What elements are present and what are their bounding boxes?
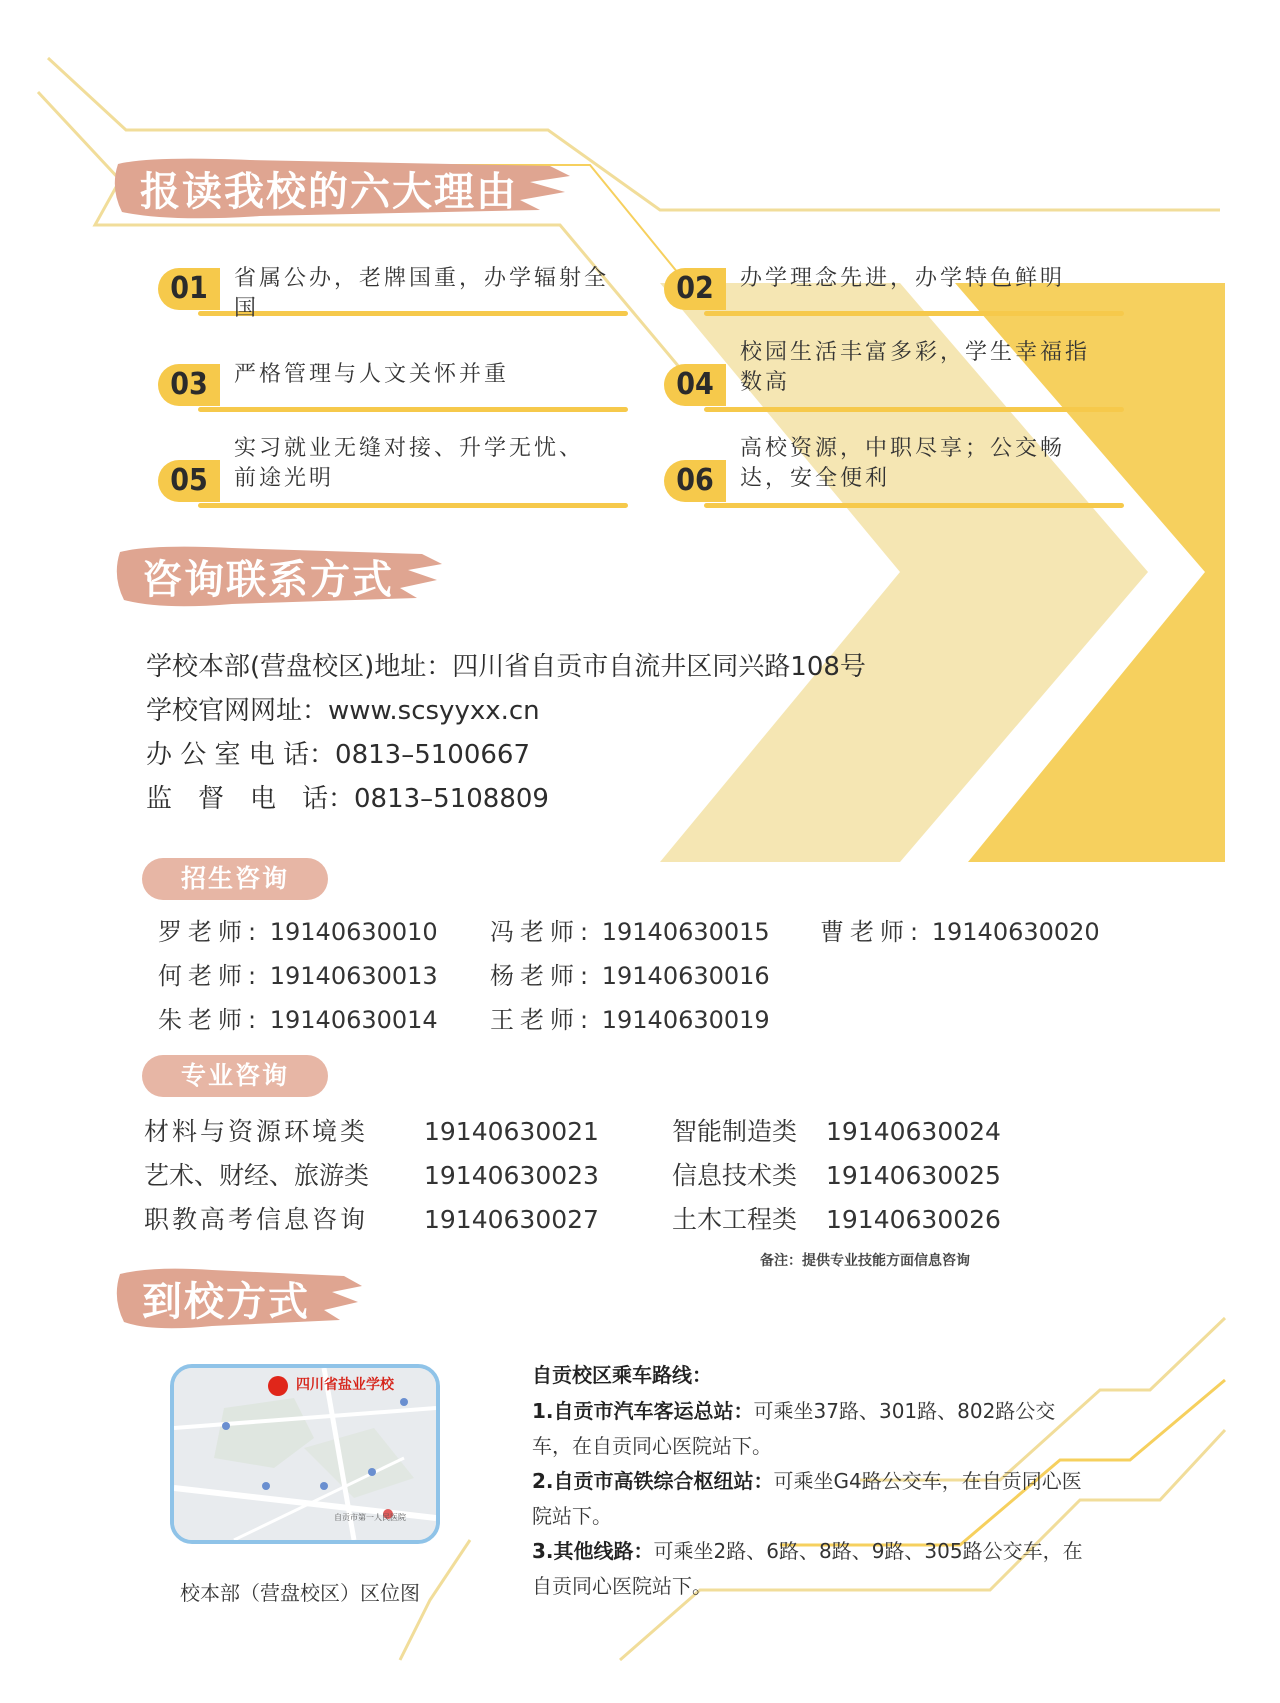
school-address: 学校本部(营盘校区)地址：四川省自贡市自流井区同兴路108号 — [146, 652, 866, 682]
reason-text: 省属公办，老牌国重，办学辐射全国 — [234, 266, 610, 321]
teacher-row: 朱老师: 19140630014 — [158, 1006, 438, 1034]
reason-text: 办学理念先进，办学特色鲜明 — [740, 266, 1066, 291]
teacher-row: 杨老师: 19140630016 — [490, 962, 770, 990]
route-title: 到校方式 — [142, 1278, 310, 1325]
reason-number: 01 — [158, 268, 220, 310]
reason-item-5 — [158, 434, 628, 508]
majors-label: 专业咨询 — [142, 1055, 328, 1097]
supervise-phone: 监 督 电 话：0813–5108809 — [146, 784, 549, 814]
major-row: 职教高考信息咨询 19140630027 — [144, 1205, 599, 1234]
reason-item-1 — [158, 256, 628, 321]
route-item-3: 3.其他线路：可乘坐2路、6路、8路、9路、305路公交车，在自贡同心医院站下。 — [532, 1539, 1083, 1598]
office-phone: 办 公 室 电 话：0813–5100667 — [146, 740, 531, 770]
reason-number: 04 — [664, 364, 726, 406]
reason-text: 实习就业无缝对接、升学无忧、前途光明 — [234, 436, 585, 491]
majors-note: 备注：提供专业技能方面信息咨询 — [760, 1253, 970, 1269]
reason-number: 06 — [664, 460, 726, 502]
major-row: 艺术、财经、旅游类 19140630023 — [144, 1161, 599, 1190]
reason-text: 校园生活丰富多彩，学生幸福指数高 — [740, 340, 1091, 395]
reason-text: 严格管理与人文关怀并重 — [234, 362, 510, 387]
school-website[interactable]: 学校官网网址：www.scsyyxx.cn — [146, 696, 540, 726]
enrollment-label: 招生咨询 — [142, 858, 328, 900]
teacher-row: 曹老师: 19140630020 — [820, 918, 1100, 946]
major-row: 土木工程类 19140630026 — [672, 1205, 1001, 1234]
reason-item-4 — [664, 338, 1124, 412]
reason-number: 05 — [158, 460, 220, 502]
route-title-banner — [112, 1262, 362, 1334]
reason-item-3 — [158, 352, 628, 412]
teacher-row: 罗老师: 19140630010 — [158, 918, 438, 946]
route-item-1: 1.自贡市汽车客运总站：可乘坐37路、301路、802路公交车，在自贡同心医院站下。 — [532, 1399, 1056, 1458]
major-row: 智能制造类 19140630024 — [672, 1117, 1001, 1146]
school-marker-icon — [268, 1376, 288, 1396]
route-item-2: 2.自贡市高铁综合枢纽站：可乘坐G4路公交车，在自贡同心医院站下。 — [532, 1469, 1082, 1528]
reason-number: 02 — [664, 268, 726, 310]
reason-text: 高校资源，中职尽享；公交畅达，安全便利 — [740, 436, 1066, 491]
route-title-line: 自贡校区乘车路线： — [532, 1363, 712, 1387]
major-row: 材料与资源环境类 19140630021 — [144, 1117, 599, 1146]
contact-title-banner — [112, 540, 442, 612]
reasons-title: 报读我校的六大理由 — [140, 168, 518, 215]
location-map[interactable] — [170, 1364, 440, 1544]
teacher-row: 王老师: 19140630019 — [490, 1006, 770, 1034]
reason-item-6 — [664, 434, 1124, 508]
teacher-row: 冯老师: 19140630015 — [490, 918, 770, 946]
map-school-label: 四川省盐业学校 — [296, 1377, 394, 1393]
reason-number: 03 — [158, 364, 220, 406]
contact-title: 咨询联系方式 — [142, 556, 394, 603]
teacher-row: 何老师: 19140630013 — [158, 962, 438, 990]
major-row: 信息技术类 19140630025 — [672, 1161, 1001, 1190]
map-hospital-label: 自贡市第一人民医院 — [334, 1513, 406, 1522]
reason-item-2 — [664, 256, 1124, 316]
map-caption: 校本部（营盘校区）区位图 — [180, 1581, 420, 1605]
reasons-title-banner — [110, 152, 570, 224]
